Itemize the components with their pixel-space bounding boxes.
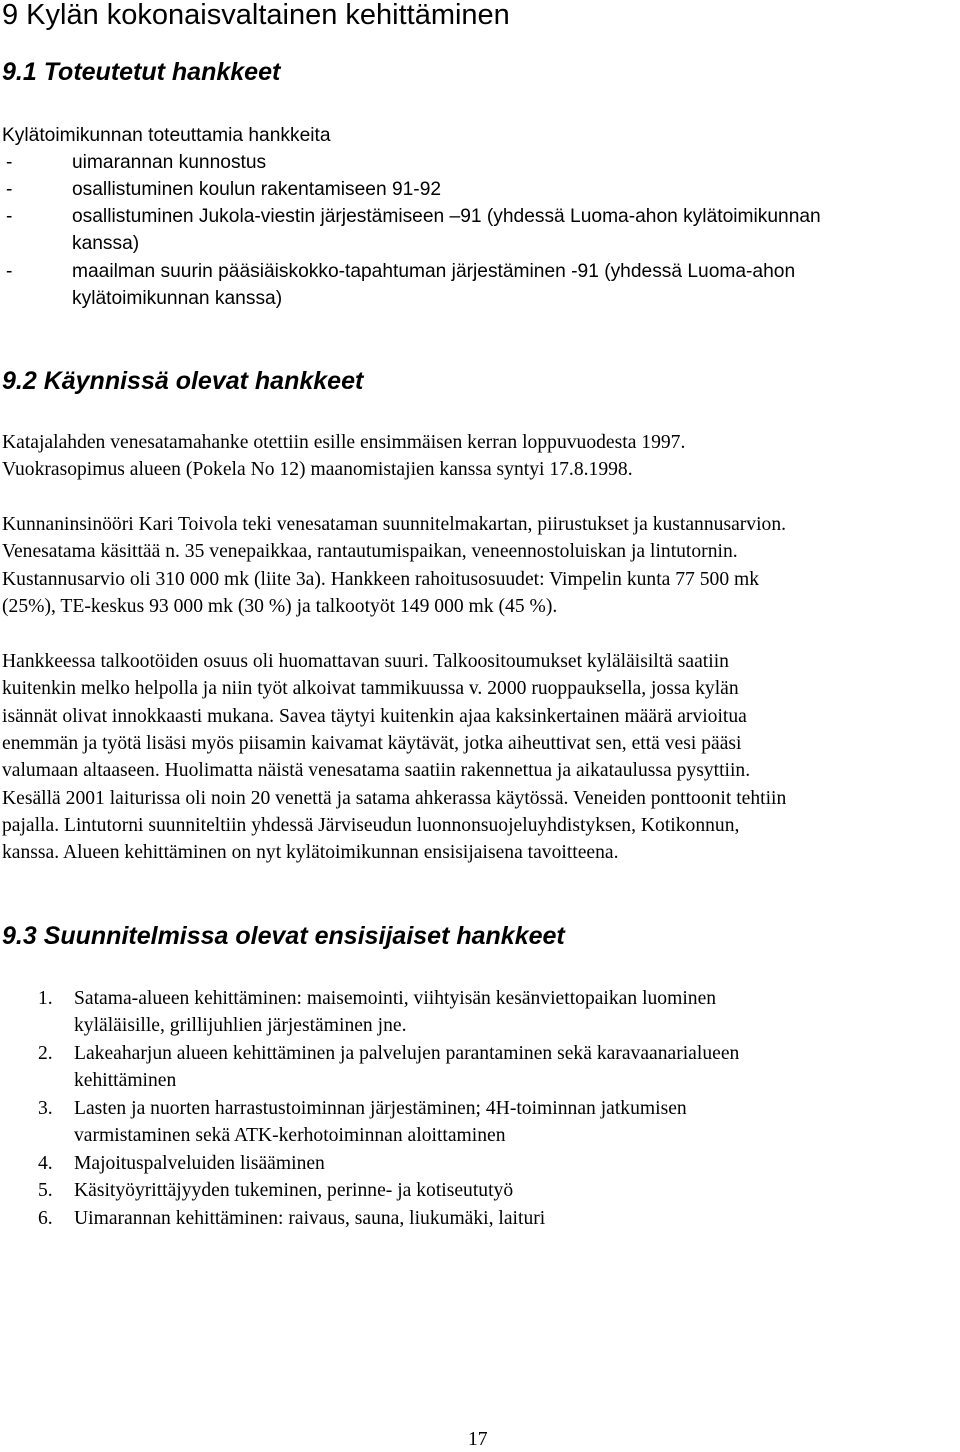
list-item-text: Käsityöyrittäjyyden tukeminen, perinne- ja kotiseututyö (74, 1180, 514, 1201)
paragraph-line: Hankkeessa talkootöiden osuus oli huomattavan suuri. Talkoositoumukset kyläläisiltä saatiin (2, 651, 729, 672)
section-title-9-1: 9.1 Toteutetut hankkeet (2, 58, 281, 86)
list-number: 5. (38, 1180, 53, 1201)
list-item-text: Satama-alueen kehittäminen: maisemointi, viihtyisän kesänviettopaikan luominen (74, 988, 717, 1009)
paragraph-line: Katajalahden venesatamahanke otettiin esille ensimmäisen kerran loppuvuodesta 1997. (2, 432, 686, 453)
paragraph-line: Kustannusarvio oli 310 000 mk (liite 3a). Hankkeen rahoitusosuudet: Vimpelin kunta 77 500 mk (2, 569, 760, 590)
paragraph-line: (25%), TE-keskus 93 000 mk (30 %) ja talkootyöt 149 000 mk (45 %). (2, 596, 558, 617)
list-bullet: - (6, 206, 13, 227)
paragraph-line: Venesatama käsittää n. 35 venepaikkaa, rantautumispaikan, veneennostoluiskan ja lintutornin. (2, 541, 738, 562)
paragraph-line: Kunnaninsinööri Kari Toivola teki venesataman suunnitelmakartan, piirustukset ja kustannusarvion. (2, 514, 787, 535)
list-item-text: Lakeaharjun alueen kehittäminen ja palvelujen parantaminen sekä karavaanarialueen (74, 1043, 740, 1064)
section-title-9-3: 9.3 Suunnitelmissa olevat ensisijaiset hankkeet (2, 922, 565, 950)
list-number: 2. (38, 1043, 53, 1064)
section-9-1-intro: Kylätoimikunnan toteuttamia hankkeita (2, 125, 331, 146)
list-number: 4. (38, 1153, 53, 1174)
list-item-text: Uimarannan kehittäminen: raivaus, sauna, liukumäki, laituri (74, 1208, 546, 1229)
list-item-text: maailman suurin pääsiäiskokko-tapahtuman järjestäminen -91 (yhdessä Luoma-ahon (72, 261, 796, 282)
list-number: 1. (38, 988, 53, 1009)
paragraph-line: valumaan altaaseen. Huolimatta näistä venesatama saatiin rakennettua ja aikataulussa pysyttiin. (2, 760, 751, 781)
page-number: 17 (468, 1429, 488, 1450)
section-title-9-2: 9.2 Käynnissä olevat hankkeet (2, 367, 364, 395)
paragraph-line: enemmän ja työtä lisäsi myös piisamin kaivamat käytävät, jotka aiheuttivat sen, että vesi pääsi (2, 733, 742, 754)
paragraph-line: pajalla. Lintutorni suunniteltiin yhdessä Järviseudun luonnonsuojeluyhdistyksen, Kotikonnun, (2, 815, 740, 836)
list-item-text-continued: kehittäminen (74, 1070, 177, 1091)
list-item-text-continued: kanssa) (72, 233, 140, 254)
list-number: 6. (38, 1208, 53, 1229)
chapter-title: 9 Kylän kokonaisvaltainen kehittäminen (2, 0, 510, 31)
list-bullet: - (6, 179, 13, 200)
list-item-text: Lasten ja nuorten harrastustoiminnan järjestäminen; 4H-toiminnan jatkumisen (74, 1098, 687, 1119)
list-item-text-continued: kylätoimikunnan kanssa) (72, 288, 283, 309)
paragraph-line: Vuokrasopimus alueen (Pokela No 12) maanomistajien kanssa syntyi 17.8.1998. (2, 459, 633, 480)
list-bullet: - (6, 261, 13, 282)
list-item-text-continued: kyläläisille, grillijuhlien järjestäminen jne. (74, 1015, 407, 1036)
list-item-text: uimarannan kunnostus (72, 152, 267, 173)
paragraph-line: kuitenkin melko helpolla ja niin työt alkoivat tammikuussa v. 2000 ruoppauksella, jossa kylän (2, 678, 739, 699)
list-item-text-continued: varmistaminen sekä ATK-kerhotoiminnan aloittaminen (74, 1125, 506, 1146)
list-bullet: - (6, 152, 13, 173)
paragraph-line: Kesällä 2001 laiturissa oli noin 20 venettä ja satama ahkerassa käytössä. Veneiden ponttoonit tehtiin (2, 788, 787, 809)
list-item-text: Majoituspalveluiden lisääminen (74, 1153, 325, 1174)
list-item-text: osallistuminen koulun rakentamiseen 91-92 (72, 179, 442, 200)
list-item-text: osallistuminen Jukola-viestin järjestämiseen –91 (yhdessä Luoma-ahon kylätoimikunnan (72, 206, 821, 227)
paragraph-line: kanssa. Alueen kehittäminen on nyt kylätoimikunnan ensisijaisena tavoitteena. (2, 842, 619, 863)
paragraph-line: isännät olivat innokkaasti mukana. Savea täytyi kuitenkin ajaa kaksinkertainen määrä arvioitua (2, 706, 747, 727)
list-number: 3. (38, 1098, 53, 1119)
